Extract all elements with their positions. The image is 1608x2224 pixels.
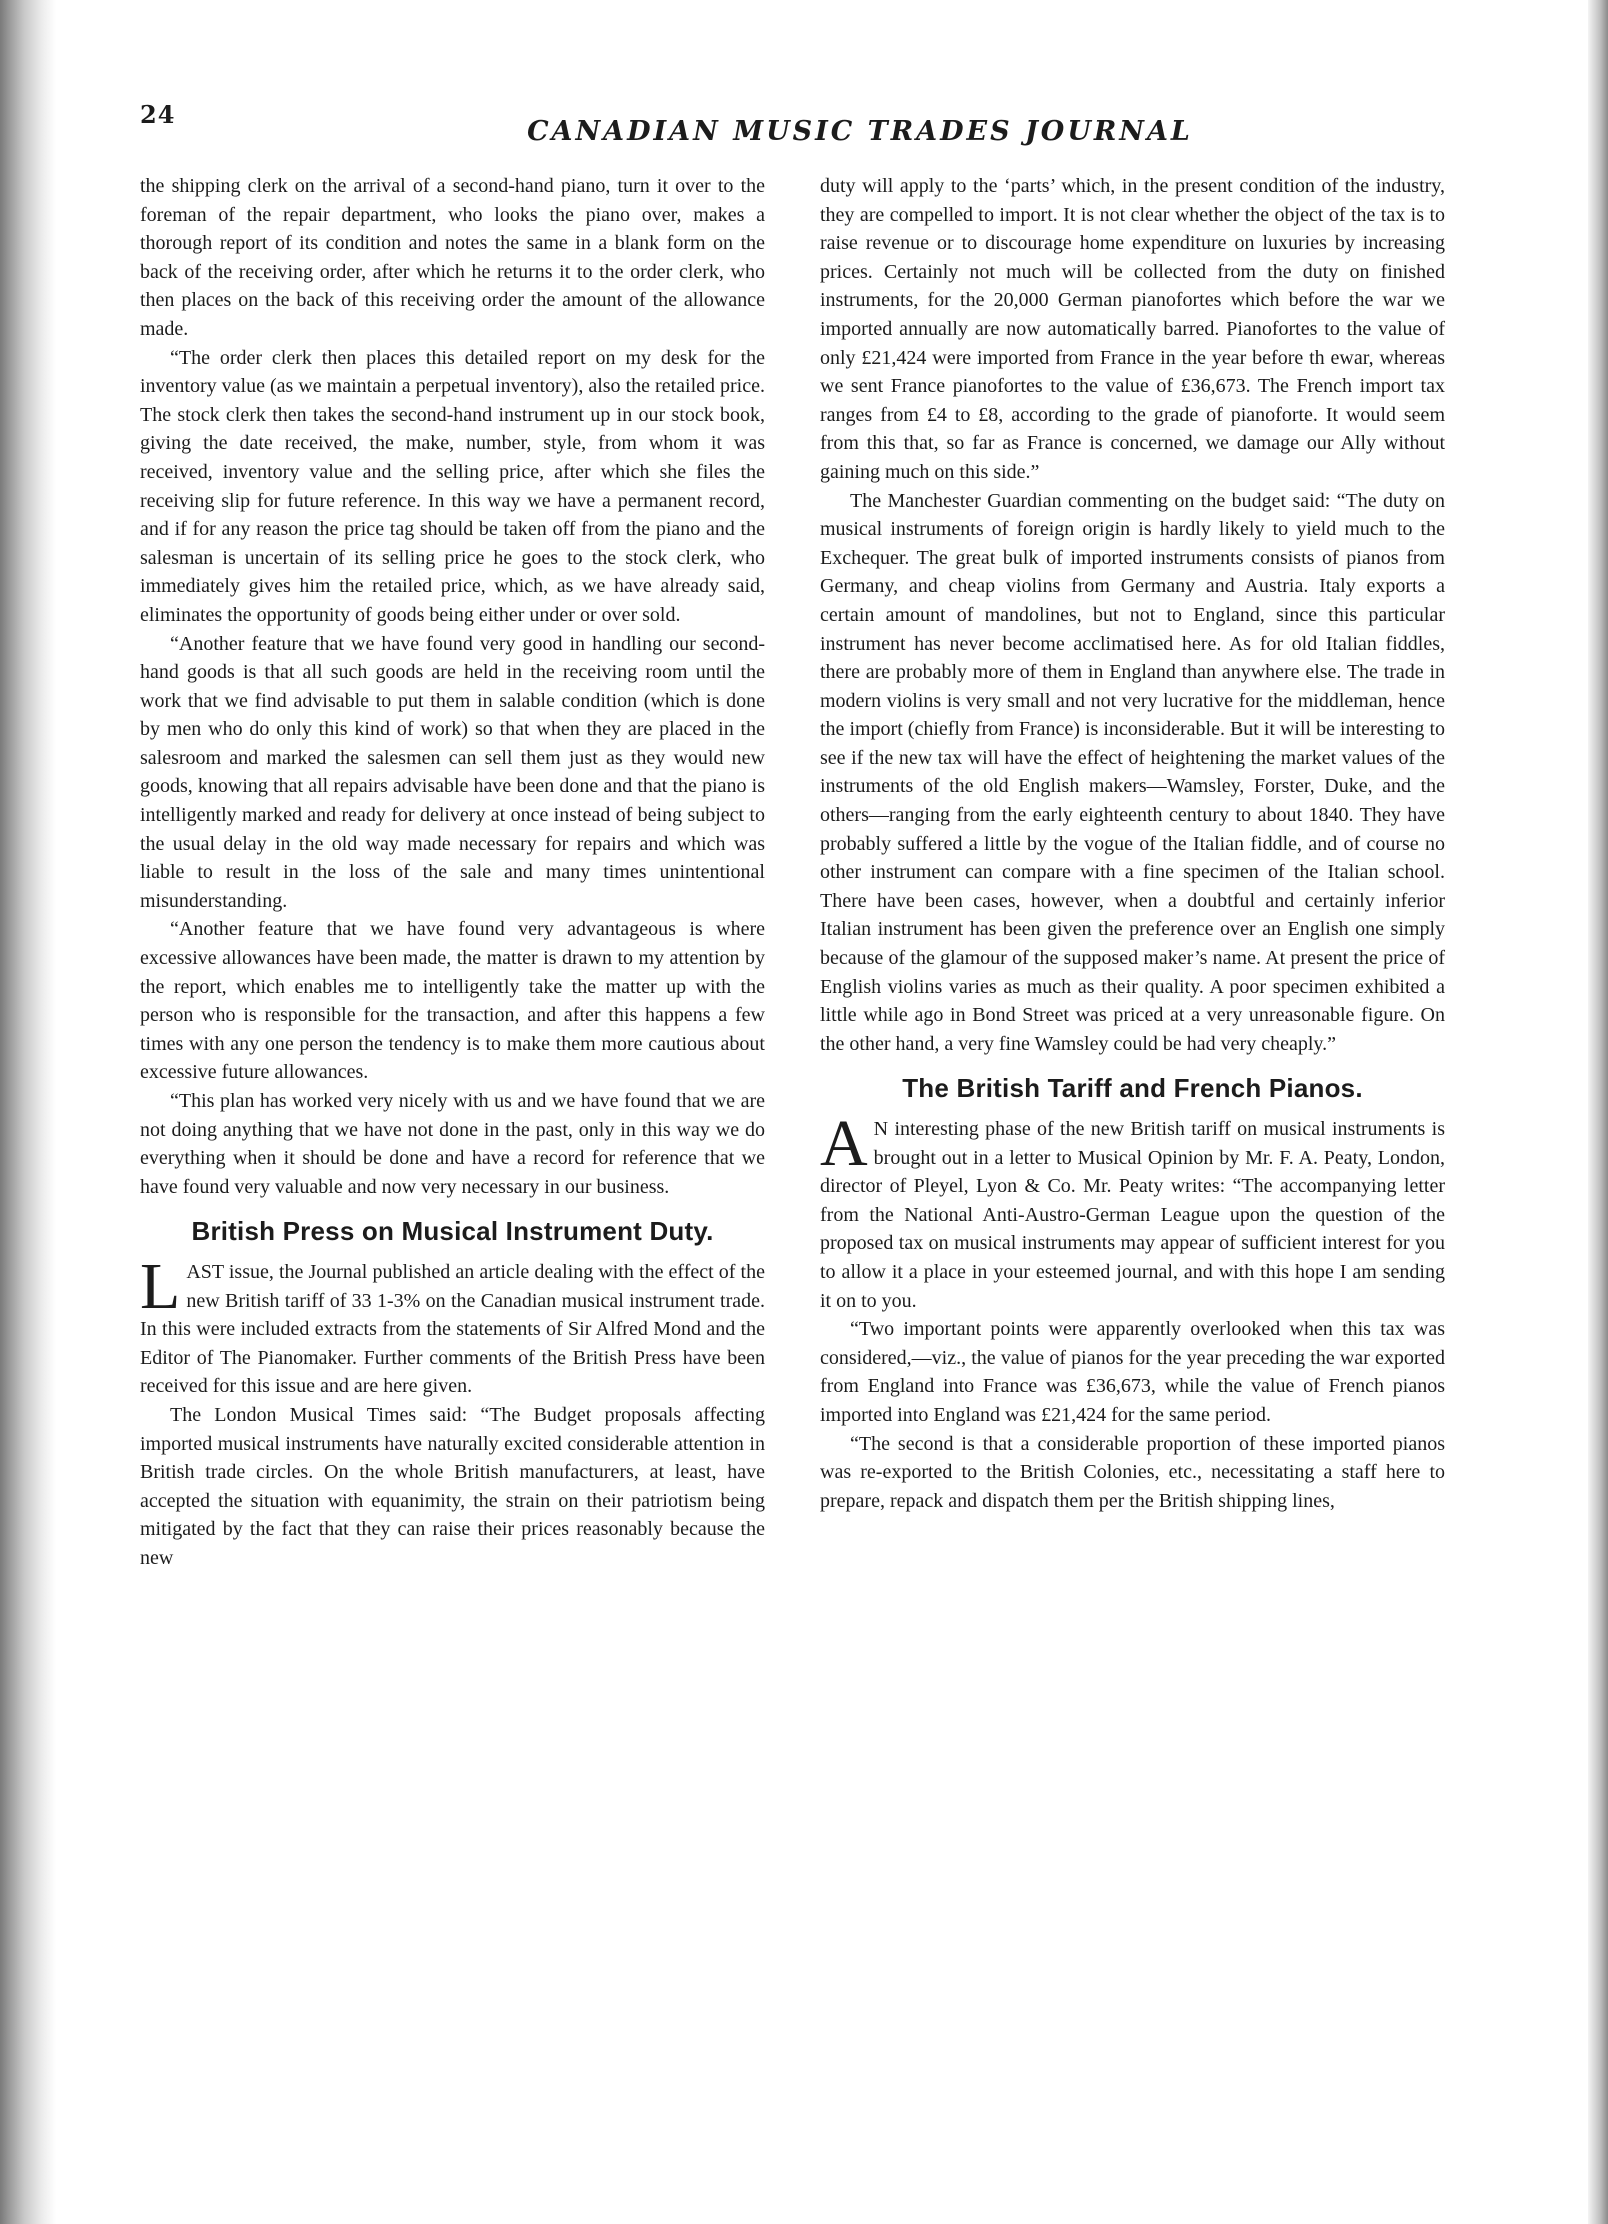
page-number: 24 [140,100,176,129]
paragraph: duty will apply to the ‘parts’ which, in the present condition of the industry, they are compelled to import. It is not clear whether the object of the tax is to raise revenue or to discourage home expenditure on luxuries by increasing prices. Certainly not much will be collected from the duty on finished instruments, for the 20,000 German pianofortes which before the war we imported annually are now automatically barred. Pianofortes to the value of only £21,424 were imported from France in the year before th ewar, whereas we sent France pianofortes to the value of £36,673. The French import tax ranges from £4 to £8, according to the grade of pianoforte. It would seem from this that, so far as France is concerned, we damage our Ally without gaining much on this side.” [820,175,1445,483]
journal-title: CANADIAN MUSIC TRADES JOURNAL [527,116,1193,147]
paragraph: The London Musical Times said: “The Budget proposals affecting imported musical instruments have naturally excited considerable attention in British trade circles. On the whole British manufacturers, at least, have accepted the situation with equanimity, the strain on their patriotism being mitigated by the fact that they can raise their prices reasonably because the new [140,1403,765,1569]
paragraph: “Another feature that we have found very advantageous is where excessive allowances have been made, the matter is drawn to my attention by the report, which enables me to intelligently take the matter up with the person who is responsible for the transaction, and after this happens a few times with any one person the tendency is to make them more cautious about excessive future allowances. [140,918,765,1084]
journal-page [140,100,1460,2180]
right-column [820,172,1445,1515]
lead-text: AST issue, the Journal published an article dealing with the effect of the new British tariff of 33 1-3% on the Canadian musical instrument trade. In this were included extracts from the statements of Sir Alfred Mond and the Editor of The Pianomaker. Further comments of the British Press have been received for this issue and are here given. [140,1260,765,1398]
article-lead [140,1249,765,1401]
paragraph: “Another feature that we have found very good in handling our second-hand goods is that all such goods are held in the receiving room until the work that we find advisable to put them in salable condition (which is done by men who do only this kind of work) so that when they are placed in the salesroom and marked the salesmen can sell them just as they would new goods, knowing that all repairs advisable have been done and that the piano is intelligently marked and ready for delivery at once instead of being subject to the usual delay in the old way made necessary for repairs and which was liable to result in the loss of the sale and many times unintentional misunderstanding. [140,632,765,912]
lead-text: N interesting phase of the new British tariff on musical instruments is brought out in a letter to Musical Opinion by Mr. F. A. Peaty, London, director of Pleyel, Lyon & Co. Mr. Peaty writes: “The accompanying letter from the National Anti-Austro-German League upon the question of the proposed tax on musical instruments may appear of sufficient interest for you to allow it a place in your esteemed journal, and with this hope I am sending it on to you. [820,1118,1445,1312]
scan-edge-shadow [0,0,56,2224]
article-lead [820,1107,1445,1315]
article-headline: British Press on Musical Instrument Duty. [191,1216,714,1247]
drop-cap: A [820,1107,868,1180]
paragraph: “This plan has worked very nicely with us and we have found that we are not doing anything that we have not done in the past, only in this way we do everything when it should be done and have a record for reference that we have found very valuable and now very necessary in our business. [140,1090,765,1198]
left-column [140,172,765,1573]
paragraph: “The second is that a considerable proportion of these imported pianos was re-exported to the British Colonies, etc., necessitating a staff here to prepare, repack and dispatch them per the British shipping lines, [820,1432,1445,1512]
drop-cap: L [140,1249,181,1323]
scan-edge-right [1588,0,1608,2224]
article-headline: The British Tariff and French Pianos. [902,1073,1363,1104]
paragraph: “The order clerk then places this detailed report on my desk for the inventory value (as we maintain a perpetual inventory), also the retailed price. The stock clerk then takes the second-hand instrument up in our stock book, giving the date received, the make, number, style, from whom it was received, inventory value and the selling price, after which she files the receiving slip for future reference. In this way we have a permanent record, and if for any reason the price tag should be taken off from the piano and the salesman is uncertain of its selling price he goes to the stock clerk, who immediately gives him the retailed price, which, as we have already said, eliminates the opportunity of goods being either under or over sold. [140,346,765,626]
paragraph: the shipping clerk on the arrival of a second-hand piano, turn it over to the foreman of the repair department, who looks the piano over, makes a thorough report of its condition and notes the same in a blank form on the back of the receiving order, after which he returns it to the order clerk, who then places on the back of this receiving order the amount of the allowance made. [140,175,765,340]
paragraph: The Manchester Guardian commenting on the budget said: “The duty on musical instruments of foreign origin is hardly likely to yield much to the Exchequer. The great bulk of imported instruments consists of pianos from Germany, and cheap violins from Germany and Austria. Italy exports a certain amount of mandolines, but not to England, since this particular instrument has never become acclimatised here. As for old Italian fiddles, there are probably more of them in England than anywhere else. The trade in modern violins is very small and not very lucrative for the middleman, hence the import (chiefly from France) is inconsiderable. But it will be interesting to see if the new tax will have the effect of heightening the market values of the instruments of the old English makers—Wamsley, Forster, Duke, and the others—ranging from the early eighteenth century to about 1840. They have probably suffered a little by the vogue of the Italian fiddle, and of course no other instrument can compare with a fine specimen of the Italian school. There have been cases, however, when a doubtful and certainly inferior Italian instrument has been given the preference over an English one simply because of the glamour of the supposed maker’s name. At present the price of English violins varies as much as their quality. A poor specimen exhibited a little while ago in Bond Street was priced at a very unreasonable figure. On the other hand, a very fine Wamsley could be had very cheaply.” [820,489,1445,1055]
paragraph: “Two important points were apparently overlooked when this tax was considered,—viz., the value of pianos for the year preceding the war exported from England into France was £36,673, while the value of French pianos imported into England was £21,424 for the same period. [820,1318,1445,1426]
